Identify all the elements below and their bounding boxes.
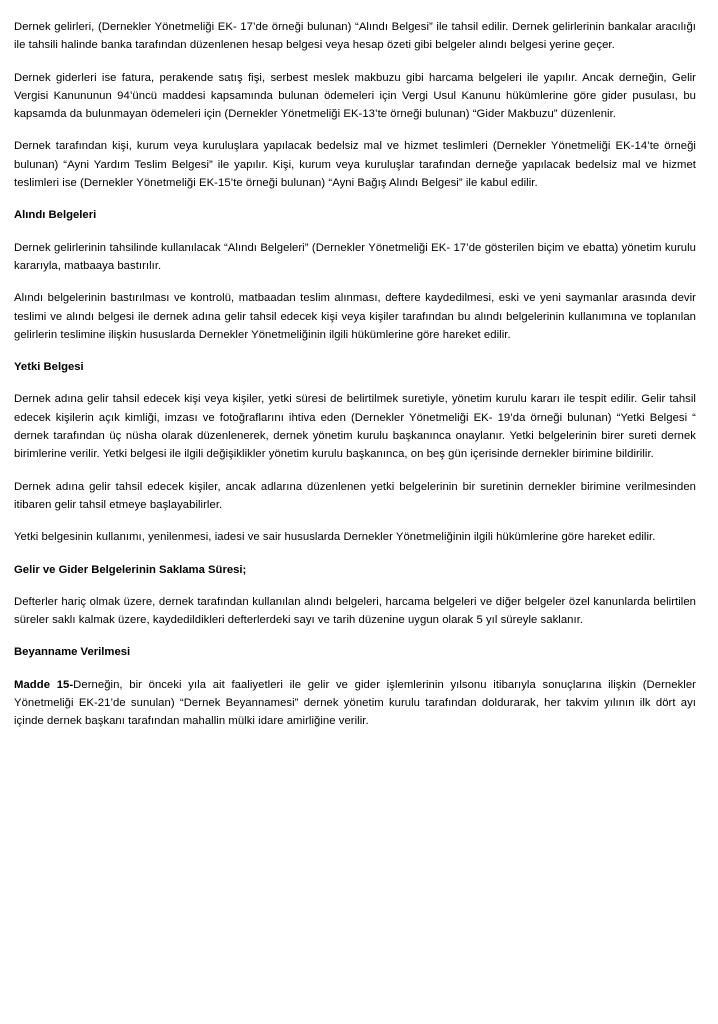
paragraph-alindi-belgeleri-kontrol: Alındı belgelerinin bastırılması ve kontrolü, matbaadan teslim alınması, deftere kaydedilmesi, eski ve yeni saymanlar arasında devir teslimi ve alındı belgesi ile dernek adına gelir tahsil edecek kişi veya kişiler tarafından bu alındı belgelerinin kullanımına ve toplanılan gelirlerin teslimine ilişkin hususlarda Dernekler Yönetmeliğinin ilgili hükümlerine göre hareket edilir. xyxy=(14,292,696,341)
heading-beyanname-verilmesi: Beyanname Verilmesi xyxy=(14,646,131,659)
paragraph-dernek-gelirleri: Dernek gelirleri, (Dernekler Yönetmeliği EK- 17’de örneği bulunan) “Alındı Belgesi” ile tahsil edilir. Dernek gelirlerinin bankalar aracılığı ile tahsili halinde banka tarafından düzenlenen hesap belgesi veya hesap özeti gibi belgeler alındı belgesi yerine geçer. xyxy=(14,21,696,52)
madde-15-body: Derneğin, bir önceki yıla ait faaliyetleri ile gelir ve gider işlemlerinin yılsonu itibarıyla sonuçlarına ilişkin (Dernekler Yönetmeliği EK-21’de sunulan) “Dernek Beyannamesi” dernek yönetim kurulu tarafından doldurarak, her takvim yılının ilk dört ayı içinde dernek başkanı tarafından mahallin mülki idare amirliğine verilir. xyxy=(14,678,696,728)
heading-alindi-belgeleri: Alındı Belgeleri xyxy=(14,209,97,222)
heading-yetki-belgesi: Yetki Belgesi xyxy=(14,361,84,374)
paragraph-saklama-suresi-detay: Defterler hariç olmak üzere, dernek tarafından kullanılan alındı belgeleri, harcama belgeleri ve diğer belgeler özel kanunlarda belirtilen süreler saklı kalmak üzere, kaydedildikleri defterlerdeki sayı ve tarih düzenine uygun olarak 5 yıl süreyle saklanır. xyxy=(14,595,696,627)
paragraph-yetki-belgesi-kullanimi: Yetki belgesinin kullanımı, yenilenmesi, iadesi ve sair hususlarda Dernekler Yönetmeliğinin ilgili hükümlerine göre hareket edilir. xyxy=(14,531,656,544)
paragraph-alindi-belgeleri-bastirilir: Dernek gelirlerinin tahsilinde kullanılacak “Alındı Belgeleri” (Dernekler Yönetmeliği EK- 17’de gösterilen biçim ve ebatta) yönetim kurulu kararıyla, matbaaya bastırılır. xyxy=(14,241,696,272)
paragraph-madde-15 xyxy=(14,676,696,731)
paragraph-gelir-tahsil-baslama: Dernek adına gelir tahsil edecek kişiler, ancak adlarına düzenlenen yetki belgelerinin bir suretinin dernekler birimine verilmesinden itibaren gelir tahsil etmeye başlayabilirler. xyxy=(14,480,696,511)
heading-saklama-suresi: Gelir ve Gider Belgelerinin Saklama Süresi; xyxy=(14,563,247,576)
paragraph-bedelsiz-teslim: Dernek tarafından kişi, kurum veya kuruluşlara yapılacak bedelsiz mal ve hizmet teslimleri (Dernekler Yönetmeliği EK-14’te örneği bulunan) “Ayni Yardım Teslim Belgesi” ile yapılır. Kişi, kurum veya kuruluşlar tarafından derneğe yapılacak bedelsiz mal ve hizmet teslimleri ise (Dernekler Yönetmeliği EK-15’te örneği bulunan) “Ayni Bağış Alındı Belgesi” ile kabul edilir. xyxy=(14,140,696,190)
madde-15-label: Madde 15- xyxy=(14,678,74,691)
paragraph-dernek-giderleri: Dernek giderleri ise fatura, perakende satış fişi, serbest meslek makbuzu gibi harcama belgeleri ile yapılır. Ancak derneğin, Gelir Vergisi Kanununun 94’üncü maddesi kapsamında bulunan ödemeleri için Vergi Usul Kanunu hükümlerine göre gider pusulası, bu kapsamda da bulunmayan ödemeleri için (Dernekler Yönetmeliği EK-13’te örneği bulunan) “Gider Makbuzu” düzenlenir. xyxy=(14,71,696,121)
paragraph-yetki-belgesi-tespit: Dernek adına gelir tahsil edecek kişi veya kişiler, yetki süresi de belirtilmek suretiyle, yönetim kurulu kararı ile tespit edilir. Gelir tahsil edecek kişilerin açık kimliği, imzası ve fotoğraflarını ihtiva eden (Dernekler Yönetmeliği EK- 19’da örneği bulunan) “Yetki Belgesi “ dernek tarafından üç nüsha olarak düzenlenerek, dernek yönetim kurulu başkanınca onaylanır. Yetki belgelerinin birer sureti dernek birimlerine verilir. Yetki belgesi ile ilgili değişiklikler yönetim kurulu başkanınca, on beş gün içerisinde dernekler birimine bildirilir. xyxy=(14,393,696,461)
